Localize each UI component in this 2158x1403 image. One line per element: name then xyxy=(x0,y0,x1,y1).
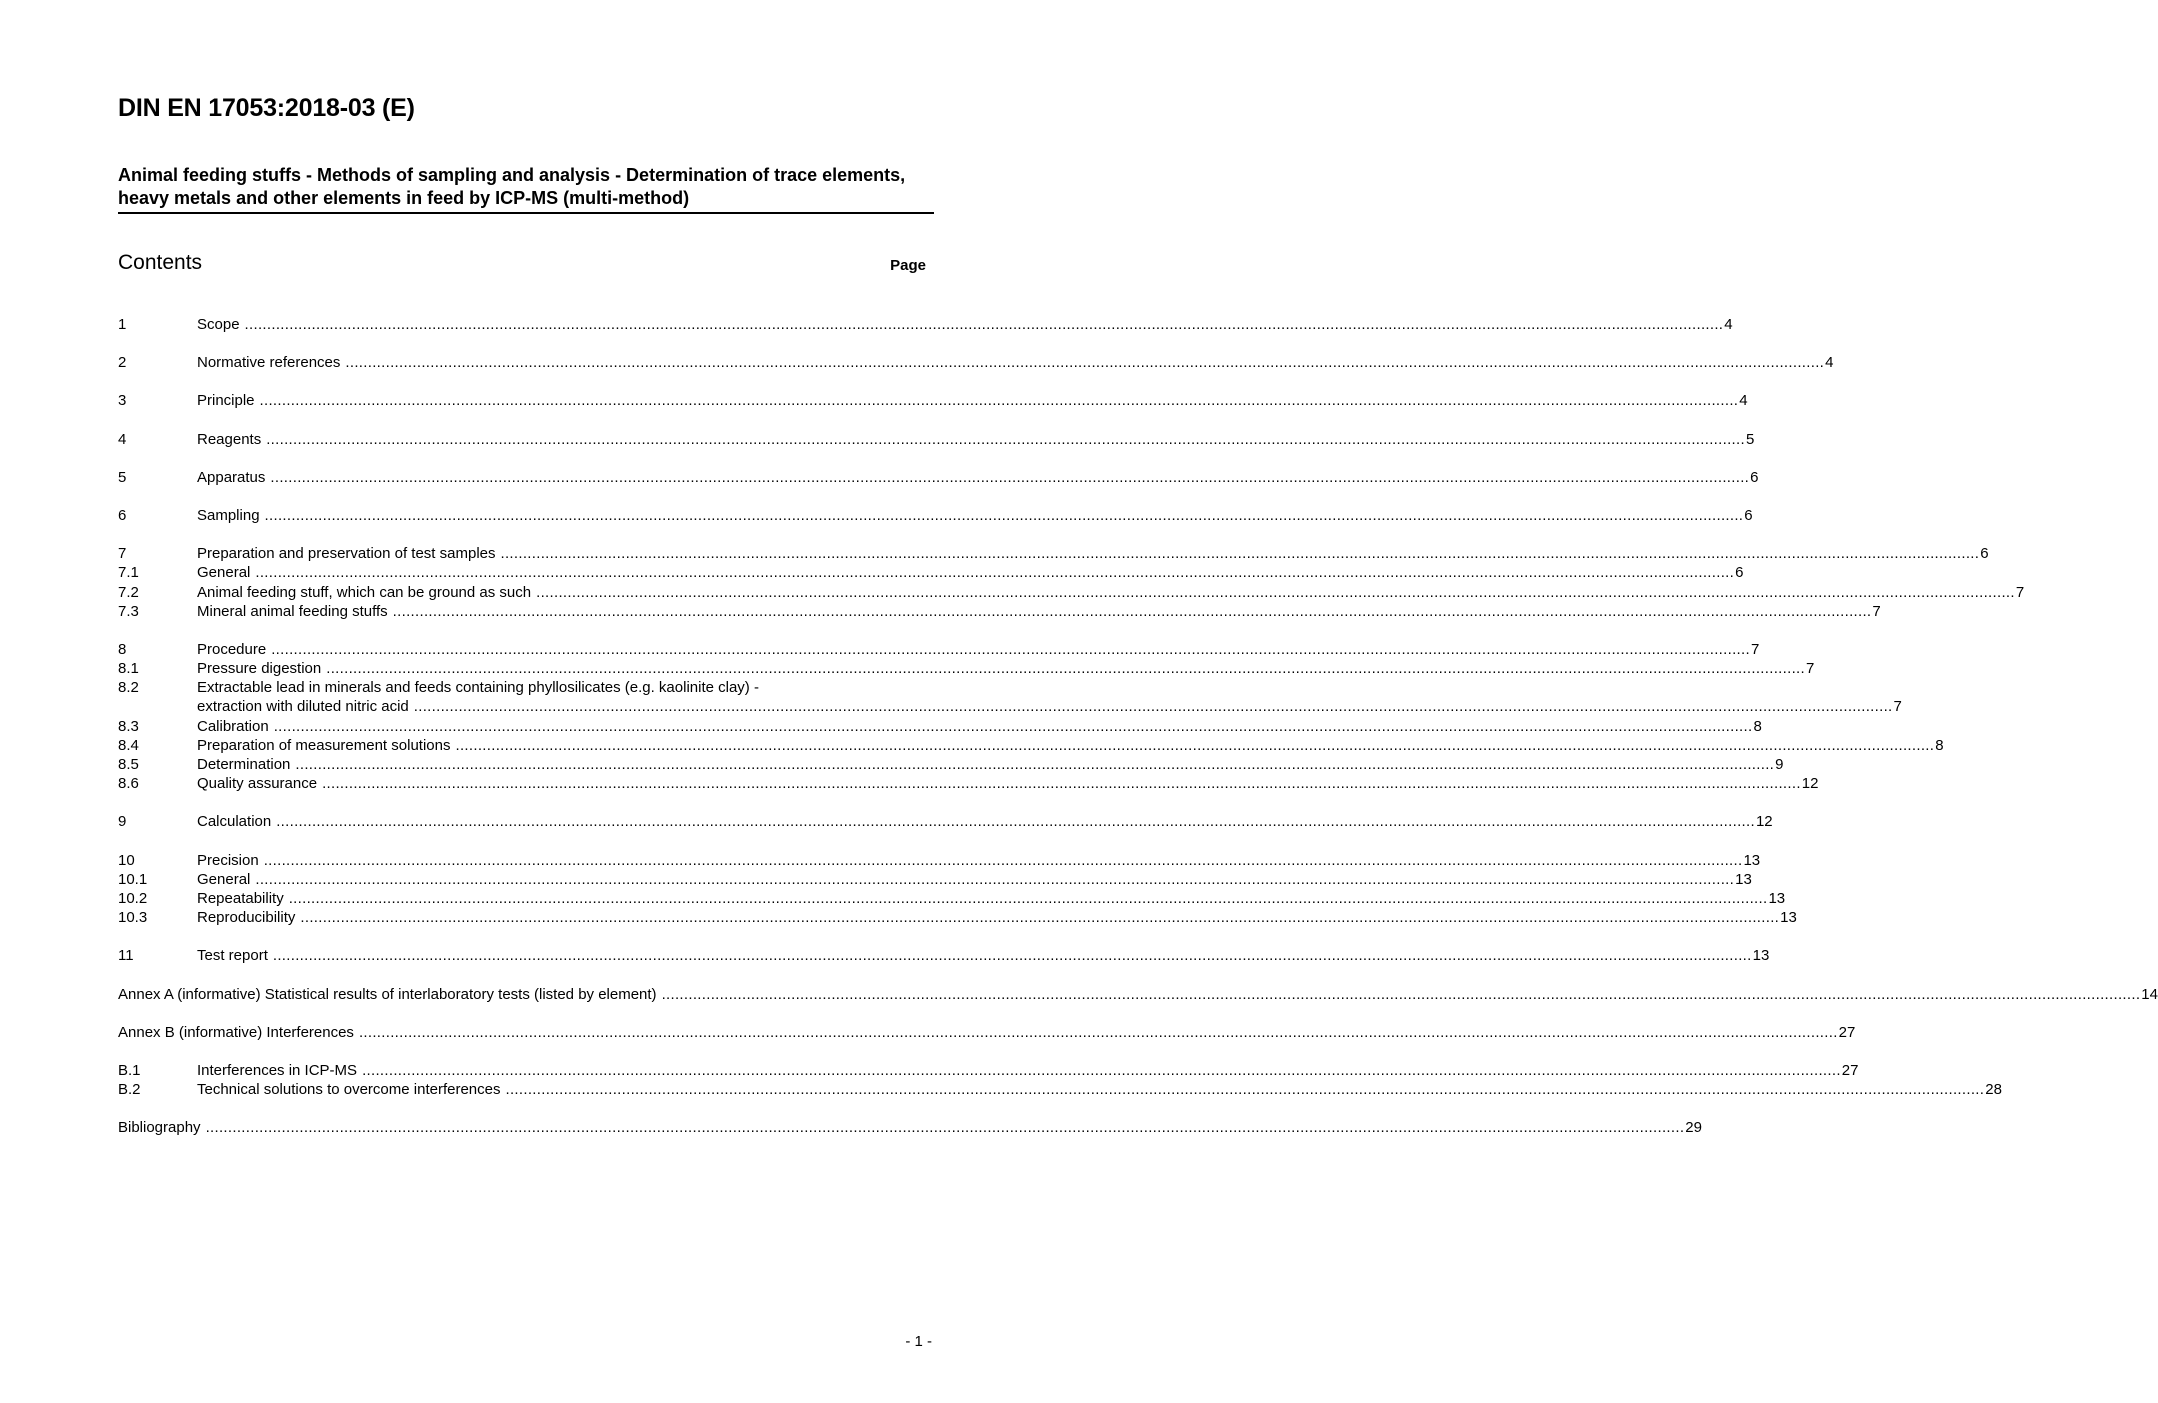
toc-page: 13 xyxy=(1768,889,1786,907)
toc-number: 5 xyxy=(118,468,127,486)
dot-leader xyxy=(260,391,1739,410)
toc-page: 27 xyxy=(1838,1023,1856,1041)
toc-entry[interactable] xyxy=(118,602,1881,621)
toc-entry[interactable] xyxy=(118,544,1989,563)
dot-leader xyxy=(255,870,1734,889)
toc-number: 2 xyxy=(118,354,127,372)
toc-page: 6 xyxy=(1980,545,1989,563)
contents-heading: Contents xyxy=(118,251,203,274)
toc-entry[interactable] xyxy=(118,870,1752,889)
toc-page: 13 xyxy=(1780,909,1797,927)
toc-entry[interactable] xyxy=(118,678,1902,716)
toc-title: Interferences in ICP-MS xyxy=(197,1061,358,1079)
toc-page: 8 xyxy=(1753,717,1762,735)
toc-page: 27 xyxy=(1841,1061,1859,1079)
toc-number: B.1 xyxy=(118,1061,141,1079)
toc-page: 7 xyxy=(1872,602,1881,620)
toc-page: 6 xyxy=(1735,564,1744,582)
dot-leader xyxy=(271,640,1750,659)
toc-page: 4 xyxy=(1739,392,1748,410)
toc-page: 6 xyxy=(1750,468,1759,486)
toc-entry[interactable] xyxy=(118,640,1760,659)
toc-entry[interactable] xyxy=(118,506,1753,525)
toc-title: Procedure xyxy=(197,640,267,658)
toc-title-continuation xyxy=(197,697,1902,716)
toc-number: 10 xyxy=(118,851,135,869)
toc-entry[interactable] xyxy=(118,889,1786,908)
toc-entry[interactable] xyxy=(118,774,1819,793)
toc-page: 28 xyxy=(1985,1081,2002,1099)
toc-title-line-2: extraction with diluted nitric acid xyxy=(197,698,409,716)
dot-leader xyxy=(300,908,1779,927)
toc-entry[interactable] xyxy=(118,583,2025,602)
toc-title: Preparation and preservation of test samples xyxy=(197,545,496,563)
toc-number: 7 xyxy=(118,545,127,563)
toc-title: Preparation of measurement solutions xyxy=(197,736,451,754)
dot-leader xyxy=(506,1080,1985,1099)
toc-title: Bibliography xyxy=(118,1119,201,1137)
toc-entry[interactable] xyxy=(118,391,1748,410)
dot-leader xyxy=(255,563,1734,582)
dot-leader xyxy=(393,602,1872,621)
toc-page: 14 xyxy=(2141,985,2158,1003)
toc-number: 10.3 xyxy=(118,909,148,927)
toc-entry[interactable] xyxy=(118,1080,2002,1099)
toc-page: 13 xyxy=(1752,947,1770,965)
toc-title: Calibration xyxy=(197,717,269,735)
toc-entry[interactable] xyxy=(118,736,1944,755)
toc-entry[interactable] xyxy=(118,468,1759,487)
toc-page: 7 xyxy=(2015,583,2025,601)
table-of-contents xyxy=(118,315,2158,1137)
toc-title: Annex A (informative) Statistical results of interlaboratory tests (listed by element) xyxy=(118,985,657,1003)
toc-entry[interactable] xyxy=(118,946,1770,965)
toc-page: 6 xyxy=(1744,506,1753,524)
toc-number: 8.5 xyxy=(118,756,139,773)
toc-page: 7 xyxy=(1750,640,1760,658)
dot-leader xyxy=(359,1023,1838,1042)
dot-leader xyxy=(265,506,1744,525)
toc-title: Animal feeding stuff, which can be ground as such xyxy=(197,583,532,601)
toc-entry-annex-b[interactable] xyxy=(118,1023,1856,1042)
dot-leader xyxy=(501,544,1980,563)
toc-number: 7.2 xyxy=(118,583,139,601)
toc-title: Normative references xyxy=(197,354,341,372)
dot-leader xyxy=(662,985,2141,1004)
toc-entry[interactable] xyxy=(118,430,1755,449)
toc-number: 8.1 xyxy=(118,660,139,678)
dot-leader xyxy=(289,889,1768,908)
dot-leader xyxy=(536,583,2015,602)
toc-page: 8 xyxy=(1935,736,1944,754)
toc-entry[interactable] xyxy=(118,908,1797,927)
toc-title: Test report xyxy=(197,947,268,965)
toc-page: 9 xyxy=(1775,756,1784,773)
toc-entry[interactable] xyxy=(118,1061,1859,1080)
toc-title: Apparatus xyxy=(197,468,266,486)
toc-title: Calculation xyxy=(197,813,272,831)
dot-leader xyxy=(270,468,1749,487)
toc-entry[interactable] xyxy=(118,563,1744,582)
toc-page: 29 xyxy=(1685,1119,1702,1137)
toc-title: Reagents xyxy=(197,430,262,448)
dot-leader xyxy=(264,851,1743,870)
toc-title: General xyxy=(197,564,251,582)
toc-page: 4 xyxy=(1825,354,1834,372)
toc-title: Mineral animal feeding stuffs xyxy=(197,602,388,620)
toc-entry[interactable] xyxy=(118,851,1761,870)
page-column-heading: Page xyxy=(890,257,926,274)
document-title: Animal feeding stuffs - Methods of sampling and analysis - Determination of trace elements, heavy metals and other elements in feed by ICP-MS (multi-method) xyxy=(118,164,934,214)
toc-number: 3 xyxy=(118,392,127,410)
toc-entry[interactable] xyxy=(118,812,1773,831)
toc-entry[interactable] xyxy=(118,755,1784,774)
toc-number: 6 xyxy=(118,506,127,524)
dot-leader xyxy=(345,353,1824,372)
toc-number: 8.3 xyxy=(118,717,139,735)
toc-page: 13 xyxy=(1735,870,1752,888)
toc-title: Scope xyxy=(197,316,240,333)
toc-title-block xyxy=(197,678,1902,716)
dot-leader xyxy=(274,717,1753,736)
document-id: DIN EN 17053:2018-03 (E) xyxy=(118,94,415,122)
toc-title: Pressure digestion xyxy=(197,660,322,678)
dot-leader xyxy=(455,736,1934,755)
toc-title: Determination xyxy=(197,756,291,773)
toc-number: 7.3 xyxy=(118,602,139,620)
dot-leader xyxy=(326,659,1805,678)
toc-number: 11 xyxy=(118,947,134,965)
toc-number: 8.6 xyxy=(118,775,139,793)
toc-title: Technical solutions to overcome interferences xyxy=(197,1081,501,1099)
toc-number: 8 xyxy=(118,640,127,658)
toc-entry[interactable] xyxy=(118,717,1762,736)
dot-leader xyxy=(206,1118,1685,1137)
toc-number: 1 xyxy=(118,316,127,333)
toc-number: 8.2 xyxy=(118,679,139,697)
toc-number: 9 xyxy=(118,813,127,831)
dot-leader xyxy=(414,697,1893,716)
toc-title: Quality assurance xyxy=(197,775,318,793)
dot-leader xyxy=(273,946,1752,965)
toc-number: 8.4 xyxy=(118,736,139,754)
toc-entry-annex-a[interactable] xyxy=(118,985,2158,1004)
toc-number: 10.1 xyxy=(118,870,148,888)
toc-page: 4 xyxy=(1724,316,1733,333)
toc-page: 7 xyxy=(1893,698,1902,716)
toc-number: 10.2 xyxy=(118,889,148,907)
toc-title: Annex B (informative) Interferences xyxy=(118,1023,354,1041)
toc-title: Repeatability xyxy=(197,889,284,907)
toc-title: Precision xyxy=(197,851,259,869)
page-number: - 1 - xyxy=(905,1333,932,1350)
toc-entry[interactable] xyxy=(118,659,1815,678)
toc-number: B.2 xyxy=(118,1081,141,1099)
dot-leader xyxy=(276,812,1755,831)
toc-title: Principle xyxy=(197,392,255,410)
toc-page: 7 xyxy=(1805,660,1815,678)
toc-number: 7.1 xyxy=(118,564,139,582)
dot-leader xyxy=(362,1061,1841,1080)
toc-number: 4 xyxy=(118,430,127,448)
toc-page: 13 xyxy=(1743,851,1761,869)
toc-page: 5 xyxy=(1745,430,1755,448)
toc-entry[interactable] xyxy=(118,353,1834,372)
toc-entry-bibliography[interactable] xyxy=(118,1118,1702,1137)
dot-leader xyxy=(245,315,1724,334)
toc-title: General xyxy=(197,870,251,888)
toc-title: Reproducibility xyxy=(197,909,296,927)
toc-title: Sampling xyxy=(197,506,260,524)
toc-entry[interactable] xyxy=(118,315,1733,334)
dot-leader xyxy=(322,774,1801,793)
dot-leader xyxy=(266,430,1745,449)
dot-leader xyxy=(295,755,1774,774)
toc-page: 12 xyxy=(1755,813,1773,831)
toc-page: 12 xyxy=(1801,775,1819,793)
toc-title: Extractable lead in minerals and feeds containing phyllosilicates (e.g. kaolinite clay) - xyxy=(197,679,759,697)
